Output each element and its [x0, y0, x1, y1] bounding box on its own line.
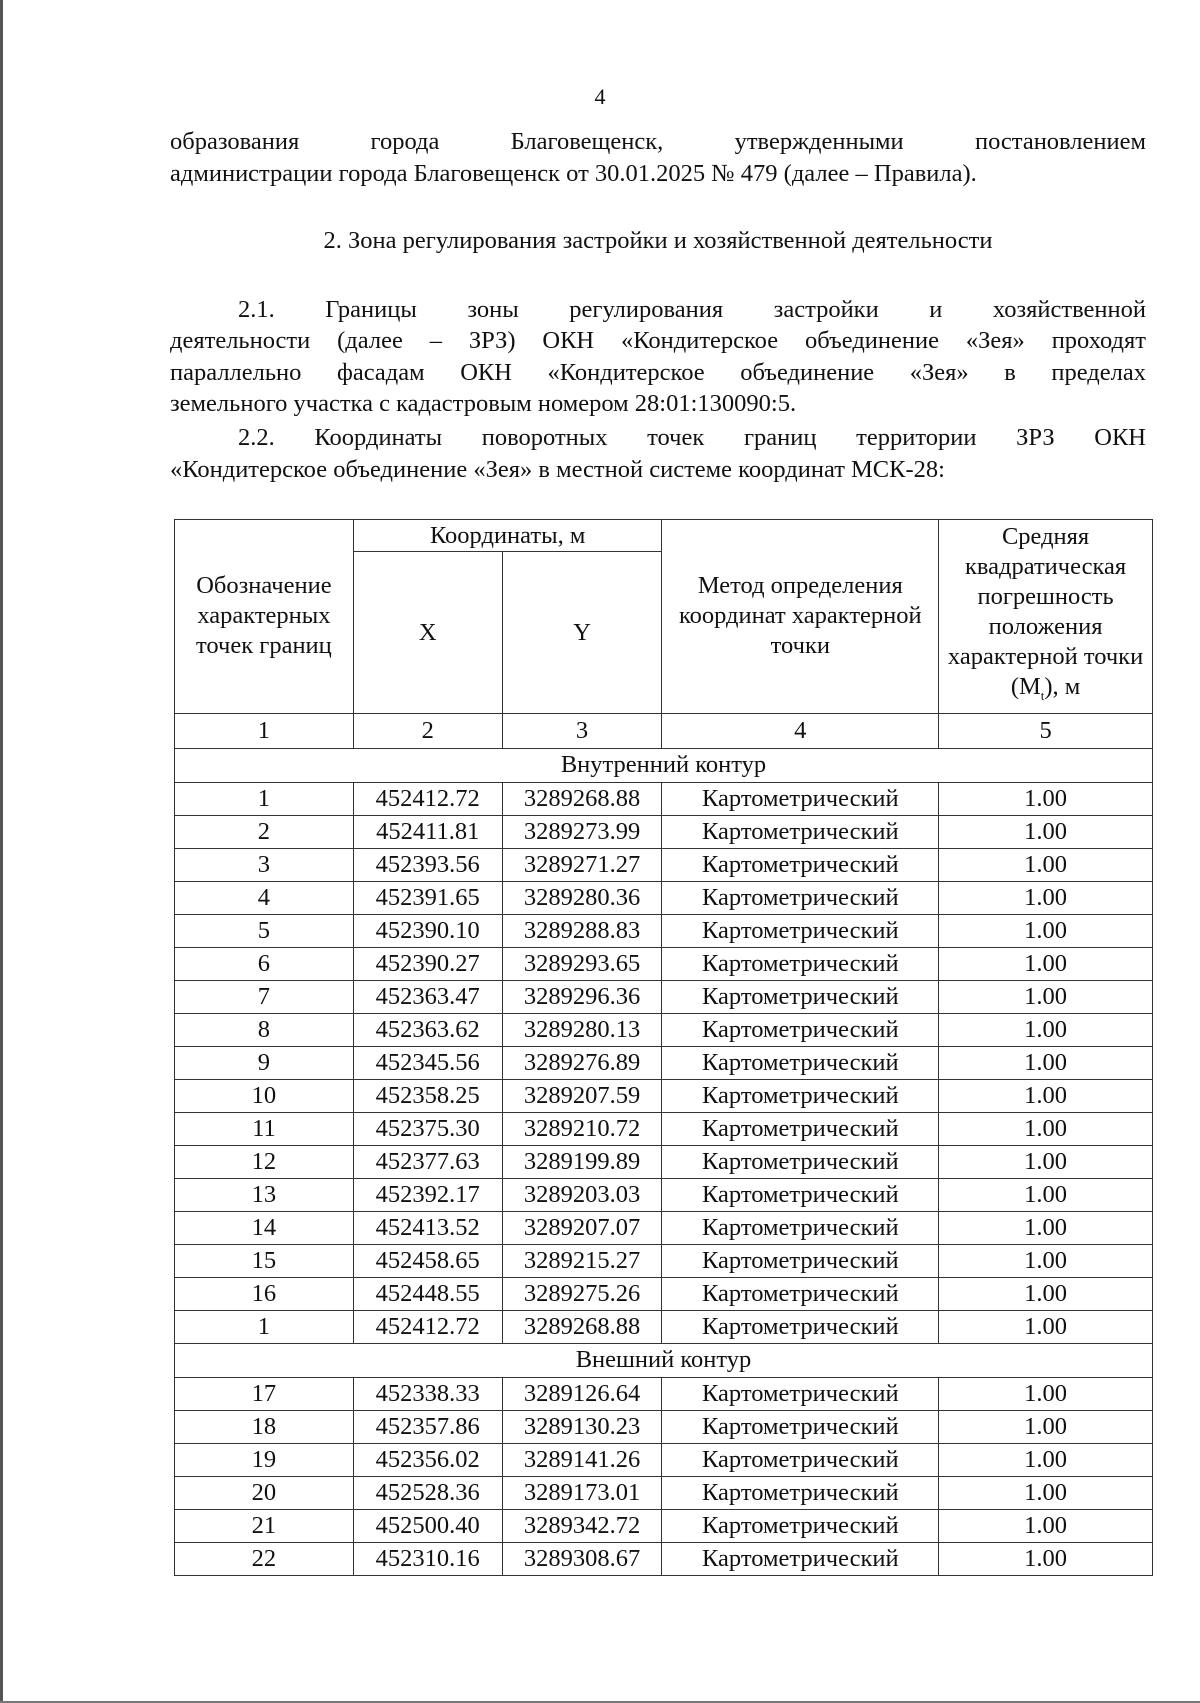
table-row [175, 1079, 1153, 1112]
paragraph-line: земельного участка с кадастровым номером 28:01:130090:5. [170, 390, 797, 417]
point-id: 9 [175, 1046, 354, 1079]
method: Картометрический [662, 1476, 939, 1509]
method: Картометрический [662, 914, 939, 947]
method: Картометрический [662, 1178, 939, 1211]
point-id: 4 [175, 881, 354, 914]
coord-y: 3289296.36 [502, 980, 662, 1013]
error-value: 1.00 [939, 1178, 1153, 1211]
method: Картометрический [662, 1112, 939, 1145]
header-method: Метод определения координат характерной точки [662, 520, 939, 714]
method: Картометрический [662, 1443, 939, 1476]
table-row [175, 914, 1153, 947]
intro-line: образования города Благовещенск, утвержденными постановлением [170, 128, 1146, 155]
coord-y: 3289280.13 [502, 1013, 662, 1046]
table-row [175, 815, 1153, 848]
error-value: 1.00 [939, 980, 1153, 1013]
coord-y: 3289288.83 [502, 914, 662, 947]
coord-x: 452393.56 [353, 848, 502, 881]
intro-line: администрации города Благовещенск от 30.01.2025 № 479 (далее – Правила). [170, 160, 977, 187]
table-row [175, 1410, 1153, 1443]
header-y: Y [502, 552, 662, 714]
paragraph-line: 2.1. Границы зоны регулирования застройки и хозяйственной [238, 296, 1146, 323]
page-number: 4 [594, 84, 606, 109]
table-row [175, 848, 1153, 881]
coord-x: 452357.86 [353, 1410, 502, 1443]
column-number: 4 [662, 713, 939, 748]
section-row [175, 748, 1153, 782]
error-value: 1.00 [939, 1013, 1153, 1046]
section-row [175, 1343, 1153, 1377]
table-row [175, 1046, 1153, 1079]
method: Картометрический [662, 1509, 939, 1542]
header-error: Средняя квадратическая погрешность положения характерной точки $(M_t)$, м [939, 520, 1153, 714]
paragraph-line: 2.2. Координаты поворотных точек границ территории ЗРЗ ОКН [238, 424, 1146, 451]
coord-y: 3289293.65 [502, 947, 662, 980]
coord-x: 452358.25 [353, 1079, 502, 1112]
point-id: 20 [175, 1476, 354, 1509]
header-x: X [353, 552, 502, 714]
error-value: 1.00 [939, 914, 1153, 947]
coord-y: 3289210.72 [502, 1112, 662, 1145]
table-row [175, 980, 1153, 1013]
point-id: 12 [175, 1145, 354, 1178]
coord-x: 452390.10 [353, 914, 502, 947]
table-row [175, 947, 1153, 980]
header-designation: Обозначение характерных точек границ [175, 520, 354, 714]
point-id: 15 [175, 1244, 354, 1277]
error-value: 1.00 [939, 1443, 1153, 1476]
method: Картометрический [662, 1211, 939, 1244]
coord-x: 452412.72 [353, 782, 502, 815]
coord-y: 3289141.26 [502, 1443, 662, 1476]
point-id: 1 [175, 782, 354, 815]
error-value: 1.00 [939, 1310, 1153, 1343]
error-value: 1.00 [939, 1410, 1153, 1443]
point-id: 3 [175, 848, 354, 881]
method: Картометрический [662, 1079, 939, 1112]
method: Картометрический [662, 1377, 939, 1410]
error-value: 1.00 [939, 1211, 1153, 1244]
point-id: 7 [175, 980, 354, 1013]
coord-x: 452448.55 [353, 1277, 502, 1310]
column-number: 5 [939, 713, 1153, 748]
table-row [175, 782, 1153, 815]
coord-x: 452500.40 [353, 1509, 502, 1542]
table-row [175, 1178, 1153, 1211]
method: Картометрический [662, 782, 939, 815]
coord-x: 452411.81 [353, 815, 502, 848]
coord-y: 3289308.67 [502, 1542, 662, 1575]
coord-y: 3289130.23 [502, 1410, 662, 1443]
point-id: 14 [175, 1211, 354, 1244]
header-coordinates: Координаты, м [353, 520, 662, 552]
table-row [175, 1244, 1153, 1277]
point-id: 22 [175, 1542, 354, 1575]
coord-x: 452345.56 [353, 1046, 502, 1079]
error-value: 1.00 [939, 1509, 1153, 1542]
coord-x: 452338.33 [353, 1377, 502, 1410]
coord-y: 3289275.26 [502, 1277, 662, 1310]
table-row [175, 1277, 1153, 1310]
point-id: 21 [175, 1509, 354, 1542]
coord-x: 452412.72 [353, 1310, 502, 1343]
point-id: 19 [175, 1443, 354, 1476]
error-value: 1.00 [939, 815, 1153, 848]
error-value: 1.00 [939, 1145, 1153, 1178]
error-value: 1.00 [939, 1476, 1153, 1509]
coordinates-table [174, 519, 1153, 1576]
point-id: 17 [175, 1377, 354, 1410]
coord-y: 3289273.99 [502, 815, 662, 848]
point-id: 1 [175, 1310, 354, 1343]
point-id: 8 [175, 1013, 354, 1046]
coord-x: 452375.30 [353, 1112, 502, 1145]
error-value: 1.00 [939, 848, 1153, 881]
error-value: 1.00 [939, 947, 1153, 980]
error-value: 1.00 [939, 1112, 1153, 1145]
coord-x: 452528.36 [353, 1476, 502, 1509]
method: Картометрический [662, 1244, 939, 1277]
method: Картометрический [662, 947, 939, 980]
coord-x: 452390.27 [353, 947, 502, 980]
table-row [175, 1476, 1153, 1509]
coord-y: 3289173.01 [502, 1476, 662, 1509]
error-value: 1.00 [939, 1244, 1153, 1277]
point-id: 10 [175, 1079, 354, 1112]
coord-x: 452392.17 [353, 1178, 502, 1211]
method: Картометрический [662, 1410, 939, 1443]
section-title: Внешний контур [175, 1343, 1153, 1377]
coord-y: 3289276.89 [502, 1046, 662, 1079]
paragraph-line: «Кондитерское объединение «Зея» в местной системе координат МСК-28: [170, 456, 945, 483]
coord-x: 452391.65 [353, 881, 502, 914]
section-title: Внутренний контур [175, 748, 1153, 782]
column-number: 1 [175, 713, 354, 748]
coord-y: 3289215.27 [502, 1244, 662, 1277]
table-row [175, 1443, 1153, 1476]
error-value: 1.00 [939, 1277, 1153, 1310]
error-value: 1.00 [939, 881, 1153, 914]
table-row [175, 1211, 1153, 1244]
table-row [175, 1377, 1153, 1410]
point-id: 18 [175, 1410, 354, 1443]
coord-y: 3289268.88 [502, 1310, 662, 1343]
table-row [175, 1542, 1153, 1575]
coord-y: 3289126.64 [502, 1377, 662, 1410]
coord-y: 3289199.89 [502, 1145, 662, 1178]
point-id: 2 [175, 815, 354, 848]
coord-y: 3289342.72 [502, 1509, 662, 1542]
coord-y: 3289207.59 [502, 1079, 662, 1112]
coord-x: 452377.63 [353, 1145, 502, 1178]
method: Картометрический [662, 1145, 939, 1178]
error-value: 1.00 [939, 1377, 1153, 1410]
error-value: 1.00 [939, 782, 1153, 815]
scan-edge [0, 0, 3, 1703]
point-id: 11 [175, 1112, 354, 1145]
point-id: 5 [175, 914, 354, 947]
coord-x: 452413.52 [353, 1211, 502, 1244]
table-row [175, 1145, 1153, 1178]
coord-x: 452458.65 [353, 1244, 502, 1277]
table-row [175, 1509, 1153, 1542]
coord-y: 3289207.07 [502, 1211, 662, 1244]
method: Картометрический [662, 1046, 939, 1079]
method: Картометрический [662, 848, 939, 881]
table-row [175, 1112, 1153, 1145]
table-row [175, 1310, 1153, 1343]
coord-x: 452310.16 [353, 1542, 502, 1575]
table-row [175, 1013, 1153, 1046]
coord-x: 452363.62 [353, 1013, 502, 1046]
coord-x: 452356.02 [353, 1443, 502, 1476]
point-id: 16 [175, 1277, 354, 1310]
coord-y: 3289271.27 [502, 848, 662, 881]
point-id: 13 [175, 1178, 354, 1211]
method: Картометрический [662, 980, 939, 1013]
method: Картометрический [662, 1310, 939, 1343]
method: Картометрический [662, 815, 939, 848]
method: Картометрический [662, 1542, 939, 1575]
coord-y: 3289268.88 [502, 782, 662, 815]
method: Картометрический [662, 1013, 939, 1046]
coord-x: 452363.47 [353, 980, 502, 1013]
error-value: 1.00 [939, 1542, 1153, 1575]
method: Картометрический [662, 881, 939, 914]
coord-y: 3289280.36 [502, 881, 662, 914]
error-value: 1.00 [939, 1046, 1153, 1079]
section-heading: 2. Зона регулирования застройки и хозяйственной деятельности [323, 227, 993, 254]
paragraph-line: параллельно фасадам ОКН «Кондитерское объединение «Зея» в пределах [170, 359, 1146, 386]
method: Картометрический [662, 1277, 939, 1310]
table-row [175, 881, 1153, 914]
column-number: 3 [502, 713, 662, 748]
coord-y: 3289203.03 [502, 1178, 662, 1211]
column-number: 2 [353, 713, 502, 748]
paragraph-line: деятельности (далее – ЗРЗ) ОКН «Кондитерское объединение «Зея» проходят [170, 327, 1146, 354]
point-id: 6 [175, 947, 354, 980]
error-value: 1.00 [939, 1079, 1153, 1112]
